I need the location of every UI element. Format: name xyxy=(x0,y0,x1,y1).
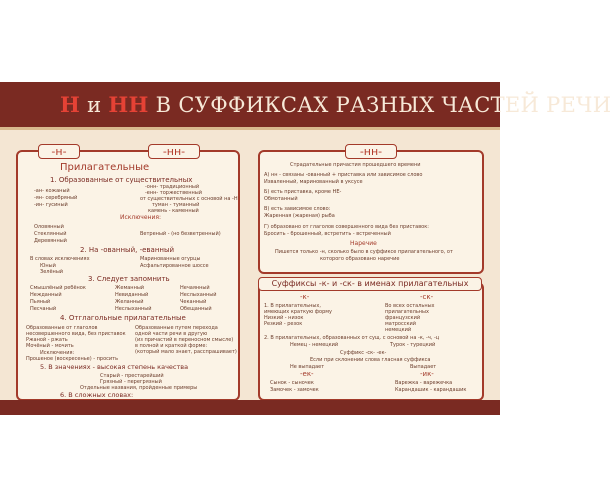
s1-left-0: -ан- кожаный xyxy=(34,188,70,194)
s4-left-2: Ржаной - ржать xyxy=(26,337,68,343)
rt-line-5: В) есть зависимое слово: xyxy=(264,206,331,212)
bottom-band xyxy=(0,400,500,415)
s4-left-1: несовершенного вида, без приставок xyxy=(26,331,126,337)
k-row-0: 1. В прилагательных, xyxy=(264,303,321,309)
s4-ex-1: Прошеное (воскресенье) - просить xyxy=(26,356,119,362)
s2-right-2: Асфальтированное шоссе xyxy=(140,263,209,269)
s4-right-0: Образованные путем перехода xyxy=(135,325,218,331)
ex-left-1: Стеклянный xyxy=(34,231,67,237)
rt-line-0: Страдательные причастия прошедшего времени xyxy=(290,162,421,168)
rt-line-2: Изваленный, маринованный в уксусе xyxy=(264,179,363,185)
narechie-label: Наречие xyxy=(350,240,377,247)
s3-r3-c1: Неслыханный xyxy=(115,306,152,312)
s2-right: Маринованные огурцы xyxy=(140,256,201,262)
s5-row-0: Старый - престарейший xyxy=(100,373,164,379)
sk-row-1: прилагательных xyxy=(385,309,429,315)
adj-section-4: 4. Отглагольные прилагательные xyxy=(60,314,186,322)
sk-row-0: Во всех остальных xyxy=(385,303,435,309)
s3-r1-c0: Нежданный xyxy=(30,292,62,298)
ik-row-1: Карандашик - карандашик xyxy=(395,387,467,393)
k-row-1: имеющих краткую форму xyxy=(264,309,333,315)
ex-left-0: Оловянный xyxy=(34,224,64,230)
s2-l2-0: Юный xyxy=(40,263,56,269)
suffix-line: Суффикс -ск- -ек- xyxy=(340,350,387,356)
s1-right-0: -онн- традиционный xyxy=(145,184,200,190)
s2-left: В словах исключениях xyxy=(30,256,90,262)
rt-line-4: Обмотанный xyxy=(264,196,298,202)
s3-r1-c2: Неслыханный xyxy=(180,292,217,298)
narechie-1: которого образовано наречие xyxy=(320,256,400,262)
s1-right-3: туман - туманный xyxy=(152,202,200,208)
s3-r3-c0: Песчаный xyxy=(30,306,57,312)
s3-r0-c2: Нечаянный xyxy=(180,285,210,291)
suffix-title: Суффиксы -к- и -ск- в именах прилагательных xyxy=(258,277,482,291)
suffix-line-3-0: Не выпадает xyxy=(290,364,325,370)
s1-left-2: -ин- гусиный xyxy=(34,202,68,208)
k-row-3: Резкий - резок xyxy=(264,321,303,327)
k-label: -к- xyxy=(300,293,310,301)
rt-line-3: Б) есть приставка, кроме НЕ- xyxy=(264,189,342,195)
s3-r0-c0: Смышлёный ребёнок xyxy=(30,285,86,291)
s4-right-3: в полной и краткой форме: xyxy=(135,343,208,349)
s3-r3-c2: Обещанный xyxy=(180,306,212,312)
s3-r2-c0: Пьяный xyxy=(30,299,51,305)
suffix-line-2: Если при склонении слова гласная суффикса xyxy=(310,357,431,363)
adj-section-5: 5. В значениях - высокая степень качества xyxy=(40,363,189,371)
s3-r2-c1: Желанный xyxy=(115,299,144,305)
rt-line-6: Жаренная (жареная) рыба xyxy=(264,213,335,219)
rt-line-8: Бросить - брошенный, встретить - встреченный xyxy=(264,231,391,237)
adj-section-2: 2. На -ованный, -еванный xyxy=(80,246,175,254)
title-banner xyxy=(0,82,611,130)
s5-row-2: Отдельные названия, пройденные примеры xyxy=(80,385,198,391)
title-rest: В СУФФИКСАХ РАЗНЫХ ЧАСТЕЙ РЕЧИ xyxy=(148,93,611,117)
rt-line-7: Г) образовано от глаголов совершенного вида без приставок: xyxy=(264,224,429,230)
adj-section-1: 1. Образованные от существительных xyxy=(50,176,193,184)
ik-label: -ик- xyxy=(420,370,434,378)
s3-r1-c1: Невиданный xyxy=(115,292,149,298)
rt-line-1: А) нн - связаны -ованный + приставка или зависимое слово xyxy=(264,172,423,178)
ik-row-0: Варежка - варежечка xyxy=(395,380,453,386)
title-nn: НН xyxy=(108,92,149,117)
poster-title xyxy=(60,92,611,117)
k-row-2: Низкий - низок xyxy=(264,315,304,321)
sk-label: -ск- xyxy=(420,293,434,301)
right-s2: 2. В прилагательных, образованных от сущ. с основой на -к, -ч, -ц xyxy=(264,335,440,341)
title-and: и xyxy=(80,93,109,117)
s3-r0-c1: Жеманный xyxy=(115,285,145,291)
suffix-line-3-1: Выпадает xyxy=(410,364,437,370)
sk-row-2: французский xyxy=(385,315,421,321)
right-s2-row-0: Немец - немецкий xyxy=(290,342,339,348)
s1-right-2: от существительных с основой на -Н xyxy=(140,196,238,202)
ex-right: Ветреный - (но безветренный) xyxy=(140,231,221,237)
tag-n: -н- xyxy=(38,144,80,159)
s4-ex-0: Исключения: xyxy=(40,350,75,356)
s4-right-2: (из причастий в переносном смысле) xyxy=(135,337,234,343)
title-n: Н xyxy=(60,92,81,117)
sk-row-3: матросский xyxy=(385,321,416,327)
ek-row-1: Замочек - замочек xyxy=(270,387,319,393)
adj-section-6: 6. В сложных словах: xyxy=(60,391,134,399)
right-s2-row-1: Турок - турецкий xyxy=(390,342,436,348)
narechie-0: Пишется только -н, сколько было в суффиксе прилагательного, от xyxy=(275,249,453,255)
s5-row-1: Грязный - перегрязный xyxy=(100,379,162,385)
s4-right-4: (который мало знает, расспрашивает) xyxy=(135,349,237,355)
ex-left-2: Деревянный xyxy=(34,238,67,244)
s1-right-4: камень - каменный xyxy=(148,208,199,214)
s4-left-3: Мочёный - мочить xyxy=(26,343,74,349)
s2-l2-1: Зелёный xyxy=(40,269,64,275)
adj-section-3: 3. Следует запомнить xyxy=(88,275,170,283)
s1-left-1: -ян- серебряный xyxy=(34,195,78,201)
ek-row-0: Сынок - сыночек xyxy=(270,380,314,386)
s1-right-1: -енн- торжественный xyxy=(145,190,202,196)
tag-nn-right: -нн- xyxy=(345,144,397,159)
adjectives-heading: Прилагательные xyxy=(60,162,150,173)
s4-right-1: одной части речи в другую xyxy=(135,331,208,337)
ek-label: -ек- xyxy=(300,370,314,378)
s4-left-0: Образованные от глаголов xyxy=(26,325,98,331)
poster xyxy=(0,82,611,415)
tag-nn-left: -нн- xyxy=(148,144,200,159)
exceptions-label: Исключения: xyxy=(120,214,161,221)
sk-row-4: немецкий xyxy=(385,327,412,333)
s3-r2-c2: Чеканный xyxy=(180,299,207,305)
